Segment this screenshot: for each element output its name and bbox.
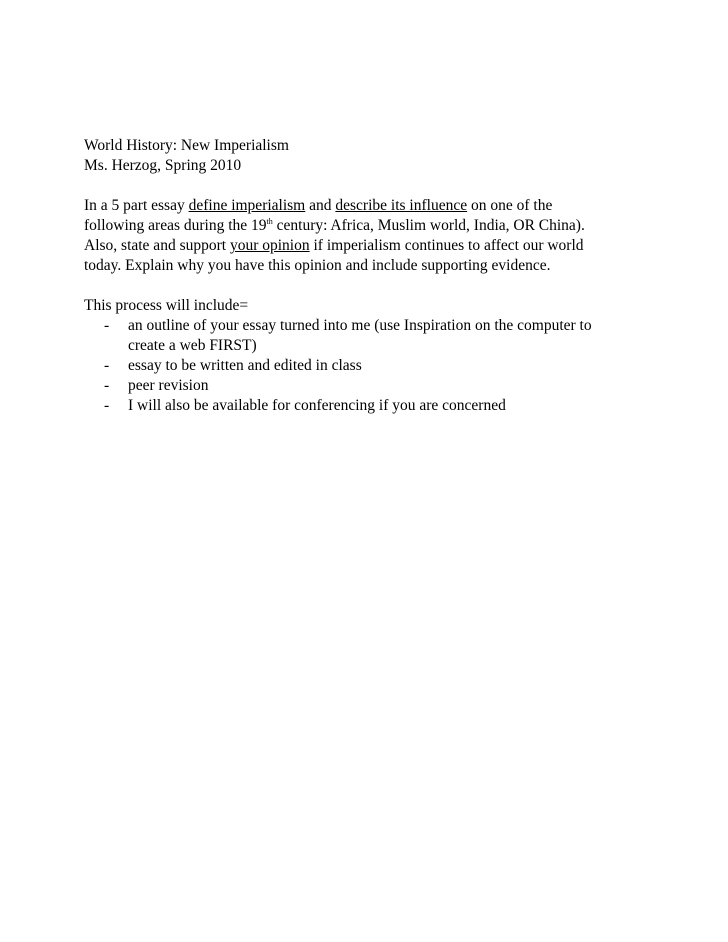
list-item: - essay to be written and edited in class [104,357,362,374]
assignment-line-3: Also, state and support your opinion if imperialism continues to affect our world [84,237,584,254]
spacer [84,176,644,196]
assignment-line-2: following areas during the 19th century: Africa, Muslim world, India, OR China). [84,217,585,234]
document-page [84,136,644,416]
list-item: - an outline of your essay turned into me (use Inspiration on the computer to create a web FIRST) [104,317,592,354]
underlined-describe-influence: describe its influence [335,197,468,214]
process-list [84,316,644,416]
dash-bullet: - [104,377,110,394]
dash-bullet: - [104,357,110,374]
assignment-line-4: today. Explain why you have this opinion and include supporting evidence. [84,257,551,274]
spacer [84,276,644,296]
superscript-th: th [266,217,273,226]
assignment-line-1: In a 5 part essay define imperialism and describe its influence on one of the [84,197,553,214]
underlined-your-opinion: your opinion [229,237,310,254]
dash-bullet: - [104,397,110,414]
document-title: World History: New Imperialism [84,137,289,154]
list-item: - I will also be available for conferencing if you are concerned [104,397,506,414]
process-heading: This process will include= [84,297,249,314]
underlined-define-imperialism: define imperialism [188,197,306,214]
dash-bullet: - [104,317,110,334]
list-item: - peer revision [104,377,209,394]
teacher-term: Ms. Herzog, Spring 2010 [84,157,242,174]
assignment-paragraph [84,196,644,276]
